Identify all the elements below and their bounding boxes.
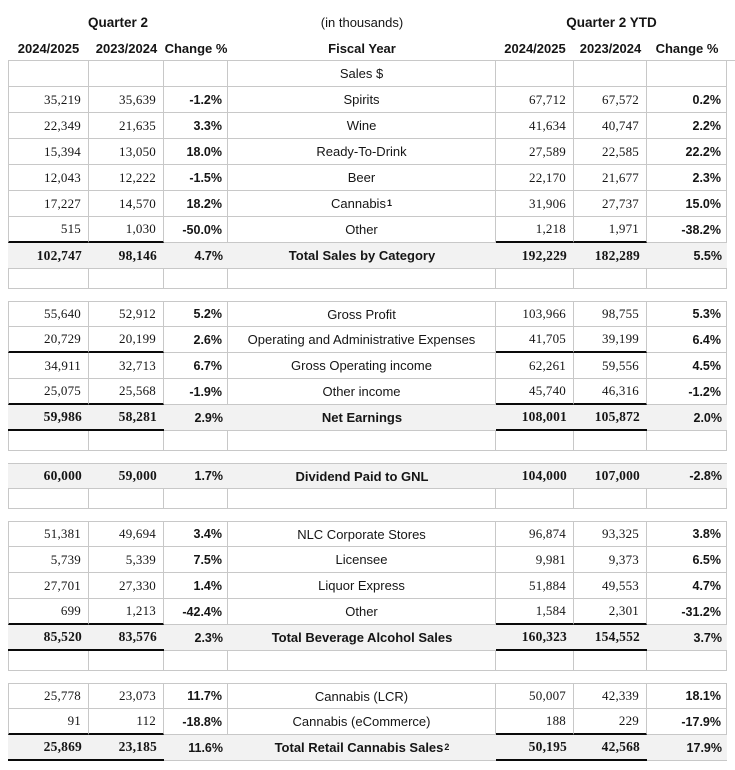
q2-prior-value: 59,000 <box>89 463 164 489</box>
ytd-current-value: 22,170 <box>496 165 574 191</box>
table-row <box>8 327 727 353</box>
ytd-change-pct: 2.2% <box>647 113 727 139</box>
q2-current-value <box>8 61 89 87</box>
row-label: Beer <box>228 165 496 191</box>
empty-cell <box>8 489 89 509</box>
q2-change-pct: 18.2% <box>164 191 228 217</box>
row-label: Cannabis (eCommerce) <box>228 709 496 735</box>
col-header-q2-prior: 2023/2024 <box>95 40 158 56</box>
table-row <box>8 547 727 573</box>
ytd-current-value: 104,000 <box>496 463 574 489</box>
table-row <box>8 87 727 113</box>
col-header-q2-current: 2024/2025 <box>17 40 80 56</box>
q2-prior-value: 1,030 <box>89 217 164 243</box>
q2-current-value: 59,986 <box>8 405 89 431</box>
q2-change-pct: 11.6% <box>164 735 228 761</box>
footnote-marker: 2 <box>444 742 450 752</box>
section-gap <box>8 671 727 683</box>
empty-cell <box>647 651 727 671</box>
ytd-prior-value: 49,553 <box>574 573 647 599</box>
q2-change-pct: -1.5% <box>164 165 228 191</box>
row-label: Cannabis (LCR) <box>228 683 496 709</box>
ytd-current-value: 192,229 <box>496 243 574 269</box>
ytd-change-pct: 5.5% <box>647 243 727 269</box>
q2-prior-value: 32,713 <box>89 353 164 379</box>
section-spacer <box>8 651 727 671</box>
q2-change-pct: 2.6% <box>164 327 228 353</box>
section-spacer <box>8 269 727 289</box>
q2-current-value: 102,747 <box>8 243 89 269</box>
q2-prior-value: 13,050 <box>89 139 164 165</box>
q2-current-value: 17,227 <box>8 191 89 217</box>
ytd-change-pct: -2.8% <box>647 463 727 489</box>
empty-cell <box>8 269 89 289</box>
q2-change-pct <box>164 61 228 87</box>
table-row <box>8 599 727 625</box>
q2-prior-value: 21,635 <box>89 113 164 139</box>
q2-current-value: 515 <box>8 217 89 243</box>
section-spacer <box>8 489 727 509</box>
col-header-ytd-current: 2024/2025 <box>504 40 566 56</box>
ytd-prior-value: 39,199 <box>574 327 647 353</box>
ytd-current-value: 31,906 <box>496 191 574 217</box>
empty-cell <box>647 269 727 289</box>
empty-cell <box>164 269 228 289</box>
empty-cell <box>496 431 574 451</box>
report-table <box>8 60 735 761</box>
row-label: Total Beverage Alcohol Sales <box>228 625 496 651</box>
ytd-current-value: 27,589 <box>496 139 574 165</box>
q2-current-value: 51,381 <box>8 521 89 547</box>
ytd-change-pct: 18.1% <box>647 683 727 709</box>
q2-change-pct: -1.2% <box>164 87 228 113</box>
q2-current-value: 55,640 <box>8 301 89 327</box>
ytd-prior-value: 105,872 <box>574 405 647 431</box>
empty-cell <box>574 431 647 451</box>
ytd-prior-value: 46,316 <box>574 379 647 405</box>
empty-cell <box>89 489 164 509</box>
row-label: Dividend Paid to GNL <box>228 463 496 489</box>
q2-change-pct: -1.9% <box>164 379 228 405</box>
empty-cell <box>647 489 727 509</box>
row-label: Net Earnings <box>228 405 496 431</box>
q2-change-pct: -50.0% <box>164 217 228 243</box>
ytd-prior-value: 93,325 <box>574 521 647 547</box>
table-row <box>8 165 727 191</box>
ytd-current-value: 188 <box>496 709 574 735</box>
q2-prior-value: 83,576 <box>89 625 164 651</box>
row-label: Other income <box>228 379 496 405</box>
ytd-current-value: 160,323 <box>496 625 574 651</box>
q2-change-pct: 1.4% <box>164 573 228 599</box>
ytd-current-value <box>496 61 574 87</box>
total-row <box>8 625 727 651</box>
ytd-current-value: 9,981 <box>496 547 574 573</box>
ytd-prior-value: 67,572 <box>574 87 647 113</box>
row-label: Operating and Administrative Expenses <box>228 327 496 353</box>
q2-change-pct: 11.7% <box>164 683 228 709</box>
q2-change-pct: 6.7% <box>164 353 228 379</box>
q2-prior-value: 27,330 <box>89 573 164 599</box>
header-units-note: (in thousands) <box>320 14 404 30</box>
q2-current-value: 12,043 <box>8 165 89 191</box>
footnote-marker: 1 <box>386 198 392 208</box>
q2-prior-value <box>89 61 164 87</box>
row-label: Total Sales by Category <box>228 243 496 269</box>
ytd-change-pct: 2.0% <box>647 405 727 431</box>
ytd-prior-value: 22,585 <box>574 139 647 165</box>
q2-change-pct: 5.2% <box>164 301 228 327</box>
table-row <box>8 301 727 327</box>
empty-cell <box>228 651 496 671</box>
ytd-current-value: 1,584 <box>496 599 574 625</box>
q2-current-value: 34,911 <box>8 353 89 379</box>
empty-cell <box>574 651 647 671</box>
table-row <box>8 353 727 379</box>
ytd-change-pct: -38.2% <box>647 217 727 243</box>
row-label: Spirits <box>228 87 496 113</box>
row-label: Liquor Express <box>228 573 496 599</box>
ytd-prior-value: 154,552 <box>574 625 647 651</box>
ytd-current-value: 45,740 <box>496 379 574 405</box>
q2-current-value: 85,520 <box>8 625 89 651</box>
q2-prior-value: 112 <box>89 709 164 735</box>
ytd-prior-value <box>574 61 647 87</box>
table-row <box>8 191 727 217</box>
ytd-change-pct <box>647 61 727 87</box>
ytd-prior-value: 59,556 <box>574 353 647 379</box>
empty-cell <box>228 431 496 451</box>
row-label-text: Cannabis <box>331 196 386 211</box>
q2-current-value: 15,394 <box>8 139 89 165</box>
ytd-prior-value: 40,747 <box>574 113 647 139</box>
header-group-row <box>8 8 727 36</box>
q2-change-pct: -18.8% <box>164 709 228 735</box>
table-row <box>8 113 727 139</box>
q2-change-pct: 18.0% <box>164 139 228 165</box>
q2-change-pct: 3.4% <box>164 521 228 547</box>
table-row <box>8 709 727 735</box>
ytd-change-pct: -31.2% <box>647 599 727 625</box>
section-gap <box>8 509 727 521</box>
row-label: Gross Operating income <box>228 353 496 379</box>
q2-current-value: 27,701 <box>8 573 89 599</box>
ytd-current-value: 41,705 <box>496 327 574 353</box>
row-label-text: Total Retail Cannabis Sales <box>274 740 444 755</box>
section-spacer <box>8 431 727 451</box>
empty-cell <box>496 489 574 509</box>
table-row <box>8 683 727 709</box>
header-group-quarter2: Quarter 2 <box>87 14 149 30</box>
empty-cell <box>228 269 496 289</box>
row-label: Ready-To-Drink <box>228 139 496 165</box>
ytd-prior-value: 98,755 <box>574 301 647 327</box>
total-row <box>8 405 727 431</box>
empty-cell <box>228 489 496 509</box>
ytd-change-pct: 6.5% <box>647 547 727 573</box>
q2-current-value: 699 <box>8 599 89 625</box>
row-label: NLC Corporate Stores <box>228 521 496 547</box>
q2-change-pct: 2.9% <box>164 405 228 431</box>
q2-prior-value: 12,222 <box>89 165 164 191</box>
ytd-prior-value: 42,568 <box>574 735 647 761</box>
empty-cell <box>574 489 647 509</box>
q2-prior-value: 49,694 <box>89 521 164 547</box>
q2-current-value: 25,778 <box>8 683 89 709</box>
col-header-fiscal-year: Fiscal Year <box>328 40 396 56</box>
q2-current-value: 91 <box>8 709 89 735</box>
empty-cell <box>8 431 89 451</box>
ytd-change-pct: 5.3% <box>647 301 727 327</box>
q2-prior-value: 1,213 <box>89 599 164 625</box>
ytd-change-pct: 3.8% <box>647 521 727 547</box>
q2-change-pct: 7.5% <box>164 547 228 573</box>
total-row <box>8 243 727 269</box>
ytd-prior-value: 1,971 <box>574 217 647 243</box>
q2-current-value: 35,219 <box>8 87 89 113</box>
q2-prior-value: 14,570 <box>89 191 164 217</box>
table-row <box>8 139 727 165</box>
table-row <box>8 521 727 547</box>
empty-cell <box>496 269 574 289</box>
ytd-prior-value: 27,737 <box>574 191 647 217</box>
row-label <box>228 735 496 761</box>
table-row <box>8 573 727 599</box>
q2-prior-value: 52,912 <box>89 301 164 327</box>
row-label: Other <box>228 217 496 243</box>
empty-cell <box>496 651 574 671</box>
empty-cell <box>164 651 228 671</box>
q2-prior-value: 20,199 <box>89 327 164 353</box>
q2-prior-value: 58,281 <box>89 405 164 431</box>
empty-cell <box>647 431 727 451</box>
ytd-change-pct: 15.0% <box>647 191 727 217</box>
ytd-current-value: 96,874 <box>496 521 574 547</box>
q2-change-pct: -42.4% <box>164 599 228 625</box>
empty-cell <box>8 651 89 671</box>
q2-change-pct: 3.3% <box>164 113 228 139</box>
ytd-change-pct: 17.9% <box>647 735 727 761</box>
ytd-change-pct: 0.2% <box>647 87 727 113</box>
section-gap <box>8 289 727 301</box>
q2-prior-value: 25,568 <box>89 379 164 405</box>
q2-prior-value: 98,146 <box>89 243 164 269</box>
ytd-change-pct: 2.3% <box>647 165 727 191</box>
ytd-change-pct: 4.7% <box>647 573 727 599</box>
q2-current-value: 5,739 <box>8 547 89 573</box>
ytd-change-pct: 6.4% <box>647 327 727 353</box>
q2-current-value: 25,075 <box>8 379 89 405</box>
ytd-current-value: 50,195 <box>496 735 574 761</box>
ytd-change-pct: -17.9% <box>647 709 727 735</box>
row-label: Sales $ <box>228 61 496 87</box>
ytd-current-value: 1,218 <box>496 217 574 243</box>
empty-cell <box>164 431 228 451</box>
empty-cell <box>89 269 164 289</box>
ytd-current-value: 41,634 <box>496 113 574 139</box>
table-row <box>8 61 727 87</box>
ytd-current-value: 108,001 <box>496 405 574 431</box>
column-header-row <box>8 36 727 60</box>
empty-cell <box>89 431 164 451</box>
q2-current-value: 22,349 <box>8 113 89 139</box>
col-header-ytd-prior: 2023/2024 <box>579 40 642 56</box>
row-label: Wine <box>228 113 496 139</box>
total-row <box>8 735 727 761</box>
header-group-quarter2-ytd: Quarter 2 YTD <box>566 14 657 30</box>
ytd-prior-value: 21,677 <box>574 165 647 191</box>
ytd-change-pct: 3.7% <box>647 625 727 651</box>
ytd-current-value: 51,884 <box>496 573 574 599</box>
ytd-current-value: 103,966 <box>496 301 574 327</box>
q2-current-value: 60,000 <box>8 463 89 489</box>
empty-cell <box>574 269 647 289</box>
ytd-change-pct: 22.2% <box>647 139 727 165</box>
ytd-prior-value: 182,289 <box>574 243 647 269</box>
table-row <box>8 217 727 243</box>
ytd-current-value: 62,261 <box>496 353 574 379</box>
q2-current-value: 20,729 <box>8 327 89 353</box>
ytd-prior-value: 229 <box>574 709 647 735</box>
row-label: Licensee <box>228 547 496 573</box>
section-gap <box>8 451 727 463</box>
ytd-change-pct: 4.5% <box>647 353 727 379</box>
row-label: Other <box>228 599 496 625</box>
q2-change-pct: 2.3% <box>164 625 228 651</box>
ytd-prior-value: 107,000 <box>574 463 647 489</box>
row-label <box>228 191 496 217</box>
ytd-current-value: 50,007 <box>496 683 574 709</box>
ytd-prior-value: 42,339 <box>574 683 647 709</box>
q2-change-pct: 1.7% <box>164 463 228 489</box>
table-row <box>8 379 727 405</box>
empty-cell <box>164 489 228 509</box>
q2-prior-value: 5,339 <box>89 547 164 573</box>
q2-change-pct: 4.7% <box>164 243 228 269</box>
total-row <box>8 463 727 489</box>
ytd-prior-value: 9,373 <box>574 547 647 573</box>
ytd-prior-value: 2,301 <box>574 599 647 625</box>
col-header-q2-change: Change % <box>164 40 228 56</box>
ytd-current-value: 67,712 <box>496 87 574 113</box>
q2-current-value: 25,869 <box>8 735 89 761</box>
q2-prior-value: 23,073 <box>89 683 164 709</box>
empty-cell <box>89 651 164 671</box>
q2-prior-value: 35,639 <box>89 87 164 113</box>
q2-prior-value: 23,185 <box>89 735 164 761</box>
col-header-ytd-change: Change % <box>655 40 719 56</box>
ytd-change-pct: -1.2% <box>647 379 727 405</box>
row-label: Gross Profit <box>228 301 496 327</box>
